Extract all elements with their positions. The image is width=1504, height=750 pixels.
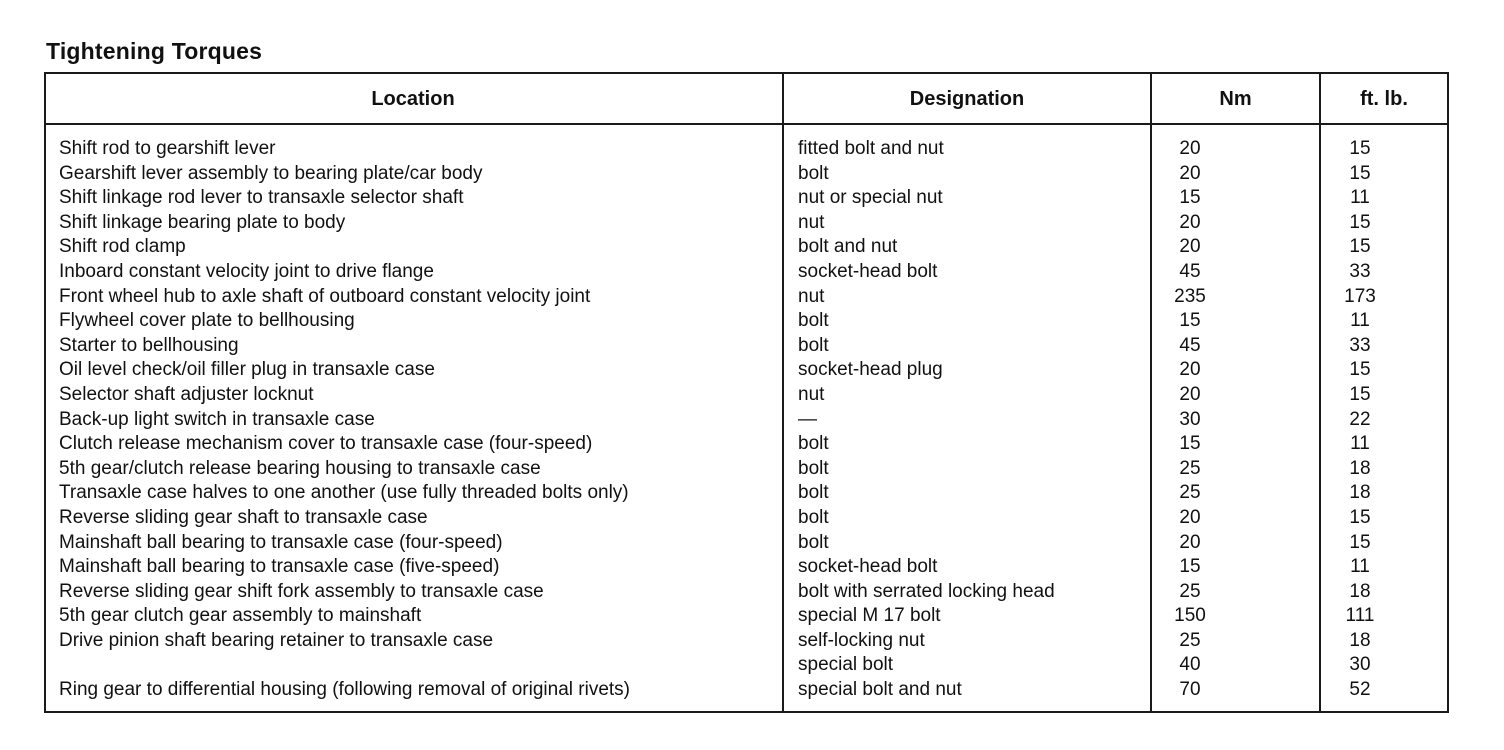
location-cell: Starter to bellhousing	[59, 334, 239, 356]
ftlb-cell: 15	[1349, 359, 1371, 381]
ftlb-cell: 33	[1349, 334, 1371, 356]
nm-cell: 40	[1179, 654, 1201, 676]
designation-cell: bolt	[798, 162, 829, 184]
designation-cell: special bolt	[798, 654, 894, 676]
designation-cell: bolt	[798, 457, 829, 479]
ftlb-cell: 15	[1349, 162, 1371, 184]
location-cell: Shift rod clamp	[59, 236, 186, 258]
designation-cell: —	[798, 408, 817, 430]
column-header-designation: Designation	[909, 88, 1025, 110]
designation-cell: fitted bolt and nut	[798, 138, 944, 159]
nm-cell: 30	[1179, 408, 1201, 430]
location-cell: Mainshaft ball bearing to transaxle case (four-speed)	[59, 531, 503, 553]
designation-cell: socket-head plug	[798, 359, 943, 381]
designation-cell: bolt	[798, 334, 829, 356]
ftlb-cell: 18	[1349, 580, 1371, 602]
location-cell: Ring gear to differential housing (following removal of original rivets)	[59, 679, 630, 701]
column-divider	[782, 72, 784, 713]
location-cell: Flywheel cover plate to bellhousing	[59, 310, 355, 332]
location-cell: Mainshaft ball bearing to transaxle case (five-speed)	[59, 556, 500, 578]
location-cell: Drive pinion shaft bearing retainer to transaxle case	[59, 629, 494, 651]
nm-cell: 150	[1174, 605, 1206, 627]
ftlb-cell: 18	[1349, 629, 1371, 651]
ftlb-cell: 15	[1349, 211, 1371, 233]
nm-cell: 20	[1179, 506, 1201, 528]
nm-cell: 45	[1179, 260, 1201, 282]
nm-cell: 70	[1179, 679, 1201, 701]
nm-cell: 25	[1179, 580, 1201, 602]
location-cell: Back-up light switch in transaxle case	[59, 408, 375, 430]
designation-cell: bolt	[798, 310, 829, 332]
location-cell: Shift linkage bearing plate to body	[59, 211, 346, 233]
header-divider	[44, 123, 1449, 125]
nm-cell: 15	[1179, 433, 1201, 455]
ftlb-cell: 11	[1350, 310, 1370, 332]
nm-cell: 15	[1179, 556, 1201, 578]
designation-cell: special M 17 bolt	[798, 605, 941, 627]
ftlb-cell: 15	[1349, 506, 1371, 528]
designation-cell: bolt with serrated locking head	[798, 580, 1055, 602]
location-cell: Gearshift lever assembly to bearing plate/car body	[59, 162, 483, 184]
designation-cell: nut	[798, 383, 825, 405]
ftlb-cell: 173	[1344, 285, 1376, 307]
designation-cell: socket-head bolt	[798, 556, 938, 578]
ftlb-cell: 15	[1349, 531, 1371, 553]
designation-cell: bolt	[798, 506, 829, 528]
column-header-ftlb: ft. lb.	[1360, 88, 1408, 110]
nm-cell: 15	[1179, 310, 1201, 332]
location-cell: Shift linkage rod lever to transaxle selector shaft	[59, 187, 464, 209]
ftlb-cell: 33	[1349, 260, 1371, 282]
nm-cell: 20	[1179, 383, 1201, 405]
ftlb-cell: 30	[1349, 654, 1371, 676]
nm-cell: 45	[1179, 334, 1201, 356]
ftlb-cell: 11	[1350, 556, 1370, 578]
designation-cell: bolt	[798, 433, 829, 455]
page-title: Tightening Torques	[46, 38, 263, 64]
nm-cell: 15	[1179, 187, 1201, 209]
location-cell: 5th gear/clutch release bearing housing to transaxle case	[59, 457, 541, 479]
location-cell: Oil level check/oil filler plug in transaxle case	[59, 359, 435, 381]
location-cell: Reverse sliding gear shaft to transaxle case	[59, 506, 428, 528]
nm-cell: 20	[1179, 138, 1201, 159]
designation-cell: bolt	[798, 482, 829, 504]
ftlb-cell: 18	[1349, 457, 1371, 479]
ftlb-cell: 15	[1349, 236, 1371, 258]
location-cell: Selector shaft adjuster locknut	[59, 383, 314, 405]
nm-cell: 20	[1179, 211, 1201, 233]
ftlb-cell: 11	[1350, 187, 1370, 209]
nm-cell: 20	[1179, 531, 1201, 553]
location-cell: Reverse sliding gear shift fork assembly to transaxle case	[59, 580, 544, 602]
nm-cell: 25	[1179, 457, 1201, 479]
nm-cell: 20	[1179, 359, 1201, 381]
nm-cell: 25	[1179, 629, 1201, 651]
designation-cell: socket-head bolt	[798, 260, 938, 282]
designation-cell: bolt and nut	[798, 236, 898, 258]
designation-cell: nut	[798, 285, 825, 307]
ftlb-cell: 11	[1350, 433, 1370, 455]
nm-cell: 25	[1179, 482, 1201, 504]
nm-cell: 20	[1179, 236, 1201, 258]
designation-cell: self-locking nut	[798, 629, 925, 651]
nm-cell: 20	[1179, 162, 1201, 184]
designation-cell: nut or special nut	[798, 187, 943, 209]
designation-cell: bolt	[798, 531, 829, 553]
column-header-location: Location	[371, 88, 455, 110]
column-header-nm: Nm	[1219, 88, 1252, 110]
location-cell: Clutch release mechanism cover to transaxle case (four-speed)	[59, 433, 593, 455]
location-cell: Inboard constant velocity joint to drive flange	[59, 260, 434, 282]
ftlb-cell: 15	[1349, 138, 1371, 159]
ftlb-cell: 22	[1349, 408, 1371, 430]
ftlb-cell: 52	[1349, 679, 1371, 701]
location-cell: Front wheel hub to axle shaft of outboard constant velocity joint	[59, 285, 591, 307]
designation-cell: nut	[798, 211, 825, 233]
ftlb-cell: 18	[1349, 482, 1371, 504]
location-cell: Shift rod to gearshift lever	[59, 138, 276, 159]
designation-cell: special bolt and nut	[798, 679, 962, 701]
location-cell: Transaxle case halves to one another (use fully threaded bolts only)	[59, 482, 629, 504]
nm-cell: 235	[1174, 285, 1206, 307]
location-cell: 5th gear clutch gear assembly to mainshaft	[59, 605, 422, 627]
ftlb-cell: 15	[1349, 383, 1371, 405]
ftlb-cell: 111	[1345, 605, 1375, 627]
